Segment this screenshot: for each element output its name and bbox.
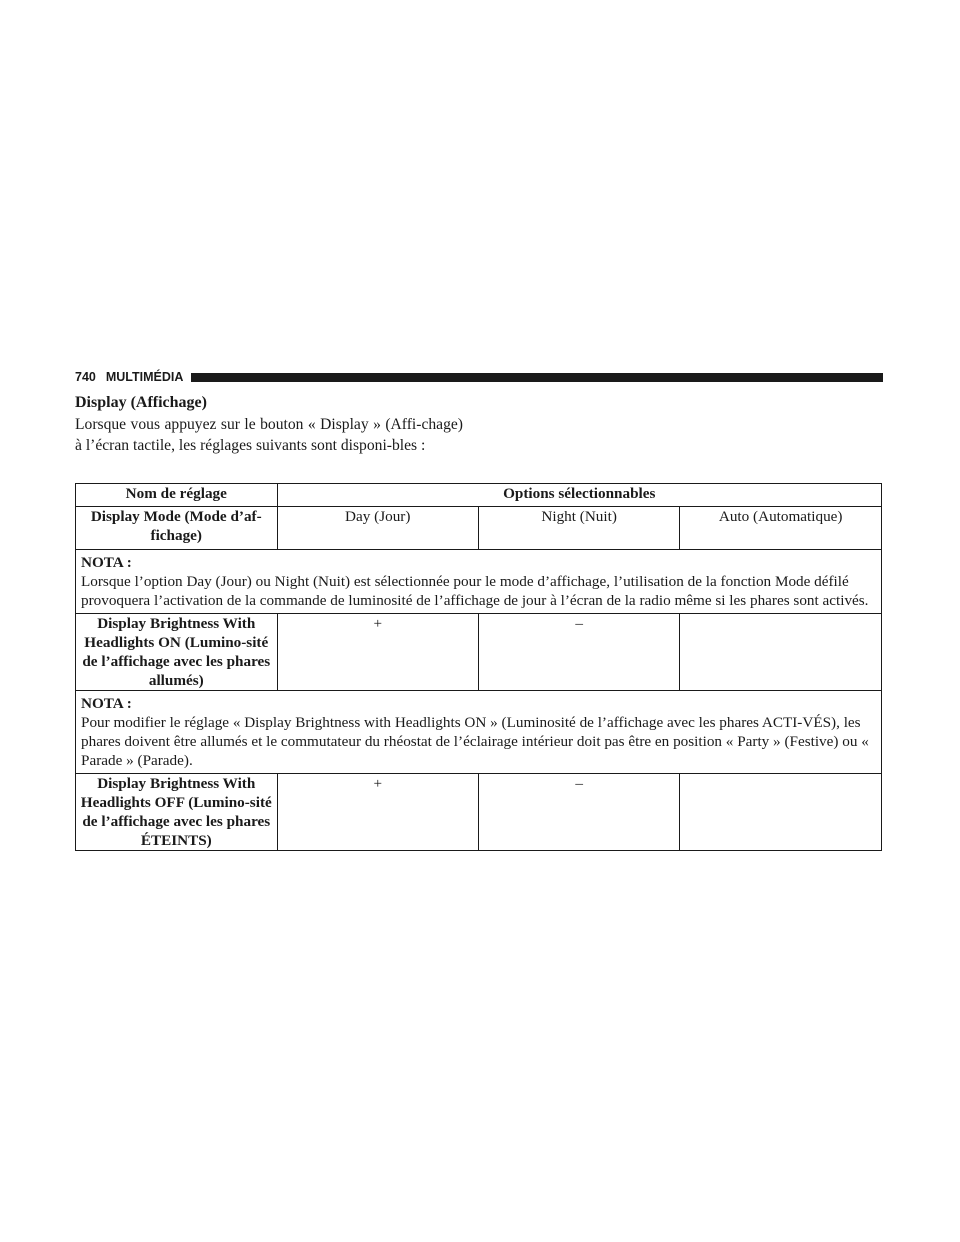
settings-table — [75, 483, 882, 851]
section-title: MULTIMÉDIA — [105, 370, 184, 384]
column-header-name: Nom de réglage — [76, 484, 278, 507]
subsection-heading: Display (Affichage) — [75, 394, 207, 411]
setting-name: Display Brightness With Headlights OFF (Lumino-sité de l’affichage avec les phares ÉTEINTS) — [76, 774, 278, 851]
option-cell: – — [478, 614, 679, 691]
option-cell: + — [277, 774, 478, 851]
note-title: NOTA : — [81, 554, 132, 571]
option-cell: + — [277, 614, 478, 691]
option-cell: – — [478, 774, 679, 851]
table-header-row — [76, 484, 882, 507]
note-row — [76, 550, 882, 614]
note-title: NOTA : — [81, 695, 132, 712]
note-text: Lorsque l’option Day (Jour) ou Night (Nuit) est sélectionnée pour le mode d’affichage, l’utilisation de la fonction Mode défilé provoquera l’activation de la commande de luminosité de l’affichage de jour à l’écran de la radio même si les phares sont activés. — [81, 573, 869, 609]
header-rule — [191, 373, 883, 382]
option-cell-empty — [680, 774, 882, 851]
table-row — [76, 614, 882, 691]
note-row — [76, 691, 882, 774]
page-number: 740 — [75, 370, 96, 384]
option-cell: Day (Jour) — [277, 507, 478, 550]
setting-name: Display Mode (Mode d’af-fichage) — [76, 507, 278, 550]
note-text: Pour modifier le réglage « Display Brightness with Headlights ON » (Luminosité de l’affichage avec les phares ACTI-VÉS), les phares doivent être allumés et le commutateur du rhéostat de l’éclairage intérieur doit pas être en position « Party » (Festive) ou « Parade » (Parade). — [81, 714, 869, 769]
intro-paragraph: Lorsque vous appuyez sur le bouton « Display » (Affi-chage) à l’écran tactile, les réglages suivants sont disponi-bles : — [75, 416, 463, 454]
table-row — [76, 774, 882, 851]
option-cell: Auto (Automatique) — [680, 507, 882, 550]
page-header — [75, 366, 883, 388]
option-cell-empty — [680, 614, 882, 691]
column-header-options: Options sélectionnables — [277, 484, 881, 507]
setting-name: Display Brightness With Headlights ON (Lumino-sité de l’affichage avec les phares allumés) — [76, 614, 278, 691]
note-cell — [76, 550, 882, 614]
note-cell — [76, 691, 882, 774]
table-row — [76, 507, 882, 550]
option-cell: Night (Nuit) — [478, 507, 679, 550]
